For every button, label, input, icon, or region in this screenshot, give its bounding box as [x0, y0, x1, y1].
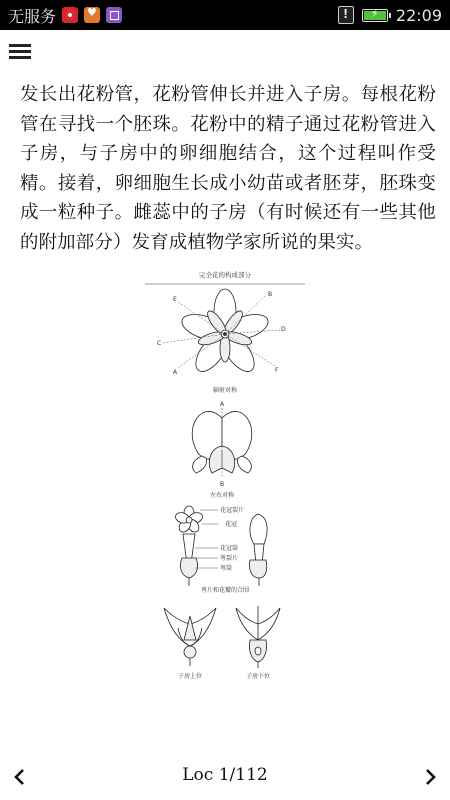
corolla-side-drawing [249, 514, 267, 586]
label-corolla-lobe: 花冠裂片 [220, 507, 245, 514]
label-b: B [268, 291, 273, 298]
reading-paragraph: 发长出花粉管，花粉管伸长并进入子房。每根花粉管在寻找一个胚珠。花粉中的精子通过花粉管进入子房，与子房中的卵细胞结合，这个过程叫作受精。接着，卵细胞生长成小幼苗或者胚芽，胚珠变成一粒种子。雌蕊中的子房（有时候还有一些其他的附加部分）发育成植物学家所说的果实。 [20, 84, 436, 253]
hamburger-menu-icon[interactable] [9, 42, 31, 60]
sim-alert-icon [338, 6, 354, 24]
status-bar [0, 0, 450, 30]
purple-app-icon [106, 7, 122, 23]
caption-radial: 辐射对称 [212, 387, 238, 394]
caption-inferior: 子房下位 [245, 673, 271, 680]
label-calyx-lobe: 萼裂片 [220, 555, 239, 562]
caption-bilateral: 左右对称 [209, 492, 235, 499]
location-indicator: Loc 1/112 [182, 765, 268, 785]
label-calyx-tube: 萼筒 [220, 565, 233, 572]
caption-sepals-petals: 萼片和花瓣的合围 [200, 587, 250, 594]
chevron-right-icon[interactable] [420, 763, 442, 791]
flower-diagram [140, 268, 310, 688]
label-c: C [157, 340, 162, 347]
charging-bolt-icon: ⚡ [370, 6, 379, 20]
status-clock: 22:09 [395, 5, 442, 25]
label-bilateral-top: A [219, 401, 225, 408]
caption-superior: 子房上位 [177, 673, 203, 680]
record-app-icon [62, 7, 78, 23]
page-navigation-bar [0, 755, 450, 800]
reader-toolbar [0, 30, 450, 72]
label-corolla-tube: 花冠筒 [220, 545, 239, 552]
bilateral-flower-drawing [192, 411, 252, 473]
label-corolla: 花冠 [225, 521, 238, 528]
inferior-ovary-drawing [236, 606, 280, 668]
flower-parts-figure [140, 268, 310, 688]
label-f: F [275, 367, 279, 374]
figure-title: 完全花的构成部分 [199, 271, 251, 279]
label-a: A [173, 369, 178, 376]
radial-flower-drawing [179, 289, 271, 377]
carrier-label: 无服务 [8, 6, 57, 26]
corolla-front-drawing [174, 506, 204, 586]
heart-app-icon [84, 7, 100, 23]
battery-charging-icon [362, 6, 388, 22]
superior-ovary-drawing [164, 608, 216, 666]
label-e: E [173, 296, 177, 303]
label-d: D [281, 326, 286, 333]
label-bilateral-bottom: B [219, 481, 225, 488]
status-left [8, 0, 122, 30]
status-right [338, 0, 442, 30]
